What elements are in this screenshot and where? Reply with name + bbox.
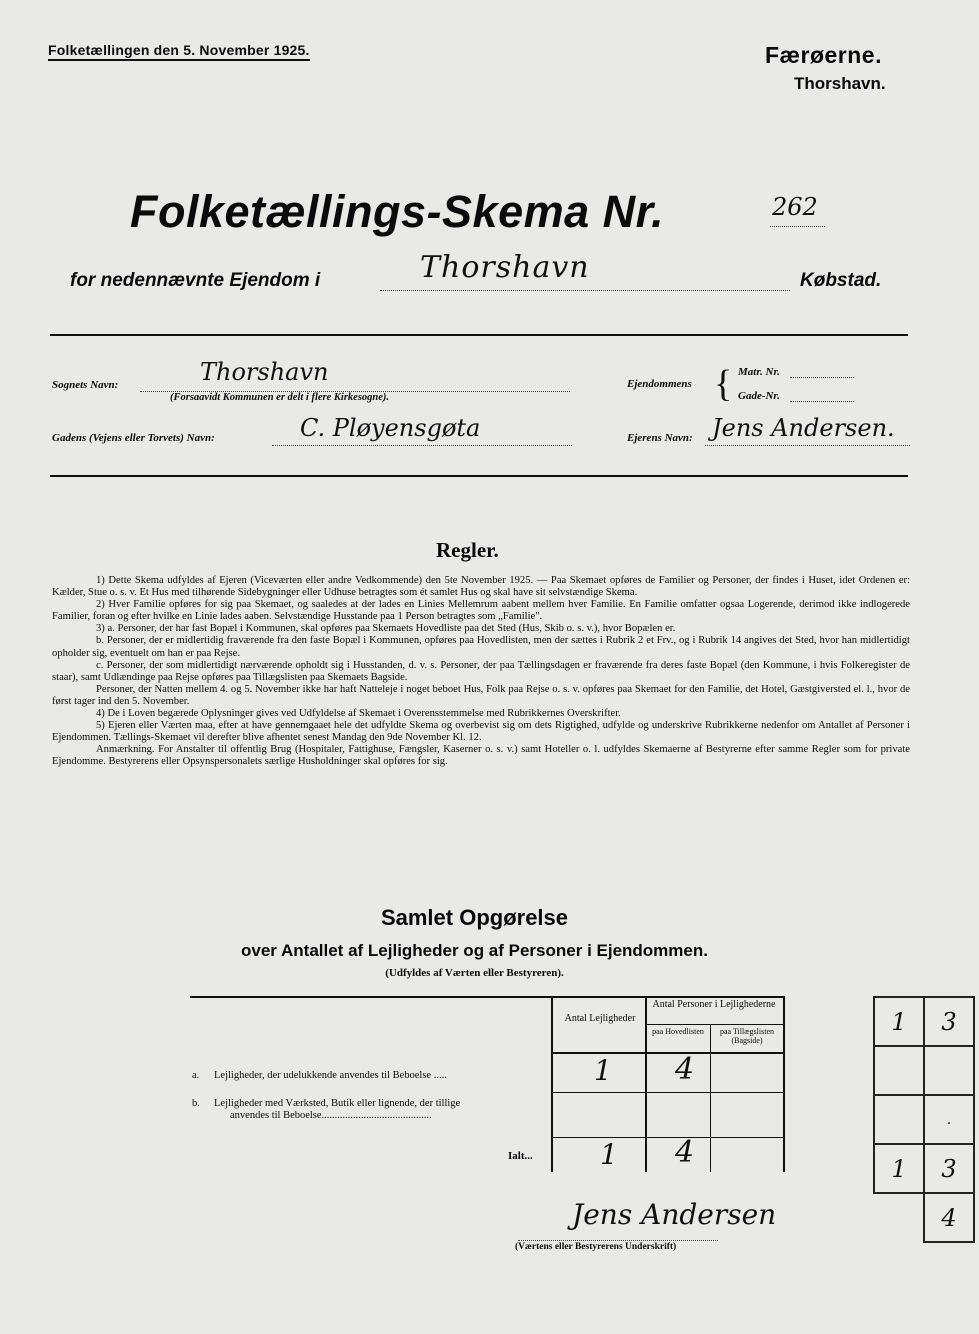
signature-dotted-line [518, 1240, 718, 1241]
row-b-text-2: anvendes til Beboelse.......................................... [230, 1110, 432, 1121]
sogn-note: (Forsaavidt Kommunen er delt i flere Kirkesogne). [170, 392, 390, 403]
divider-top [50, 334, 908, 336]
rules-heading: Regler. [436, 538, 499, 562]
ejer-dotted-line [705, 445, 910, 446]
rule-1: 1) Dette Skema udfyldes af Ejeren (Viceværten eller andre Vedkommende) den 5te November 1925. — Paa Skemaet opføres de Familier og Personer, der findes i Huset, idet Ordenen er: Kælder, Stue o. s. v. Et Hus med tilhørende Sidebygninger eller Udhuse betragtes som ét samlet Hus og skal have sit selvstændige Skema. [52, 575, 910, 599]
matr-dotted-line [790, 377, 854, 378]
side-row [874, 1144, 974, 1193]
summary-subtitle: over Antallet af Lejligheder og af Personer i Ejendommen. [241, 941, 708, 960]
ejer-value-handwritten: Jens Andersen. [712, 414, 895, 442]
row-a-label: a. [192, 1070, 200, 1081]
side-cell: . [924, 1095, 974, 1144]
col-personer-header: Antal Personer i Lejlighederne [652, 999, 776, 1010]
side-cell [924, 1046, 974, 1095]
summary-head-rule [551, 1052, 783, 1054]
col-tillaeg-header: paa Tillægslisten (Bagside) [719, 1027, 774, 1045]
gade-nr-dotted-line [790, 401, 854, 402]
row-a-text: Lejligheder, der udelukkende anvendes til Beboelse ..... [214, 1070, 447, 1081]
summary-col-sep-4 [783, 996, 785, 1172]
side-cell [874, 1193, 924, 1242]
side-cell: 1 [874, 997, 924, 1046]
sogn-value-handwritten: Thorshavn [200, 358, 329, 386]
ialt-antal: 1 [600, 1138, 618, 1171]
rule-3d: Personer, der Natten mellem 4. og 5. November ikke har haft Natteleje i noget beboet Hus, Folk paa Rejse o. s. v. opføres paa Skemaet for den Familie, det Hotel, Gæstgiversted el. l., hvor de først tager ind den 5. November. [52, 683, 910, 707]
summary-col-sep-1 [551, 996, 553, 1172]
rules-text [52, 575, 910, 769]
summary-row-rule-2 [551, 1137, 783, 1138]
summary-col-sep-2 [645, 996, 647, 1172]
signature-handwritten: Jens Andersen [572, 1198, 777, 1231]
property-dotted-line [380, 290, 790, 291]
summary-subhead-rule [645, 1024, 783, 1025]
side-cell [874, 1046, 924, 1095]
sogn-label: Sognets Navn: [52, 379, 119, 391]
side-cell: 1 [874, 1144, 924, 1193]
side-cell: 3 [924, 997, 974, 1046]
row-b-label: b. [192, 1098, 200, 1109]
row-a-antal: 1 [594, 1054, 612, 1087]
census-date: Folketællingen den 5. November 1925. [48, 42, 310, 61]
form-number-handwritten: 262 [772, 193, 818, 221]
summary-top-rule [190, 996, 785, 998]
ialt-label: Ialt... [508, 1150, 533, 1162]
row-b-text-1: Lejligheder med Værksted, Butik eller lignende, der tillige [214, 1098, 461, 1109]
gade-nr-label: Gade-Nr. [738, 390, 780, 402]
signature-caption: (Værtens eller Bestyrerens Underskrift) [515, 1242, 677, 1252]
town-name: Thorshavn. [794, 74, 886, 93]
rule-3a: 3) a. Personer, der har fast Bopæl i Kommunen, skal opføres paa Skemaets Hovedliste paa det Sted (Hus, Skib o. s. v.), hvor Bopælen er. [96, 623, 676, 635]
summary-col-sep-3 [710, 1024, 711, 1172]
matr-label: Matr. Nr. [738, 366, 780, 378]
property-label: for nedennævnte Ejendom i [70, 270, 321, 291]
side-row [874, 1095, 974, 1144]
row-a-hoved: 4 [675, 1052, 695, 1087]
rule-4: 4) De i Loven begærede Oplysninger gives ved Udfyldelse af Skemaet i Overensstemmelse med Rubrikkernes Overskrifter. [96, 708, 621, 720]
rule-3b: b. Personer, der er midlertidig fraværende fra den faste Bopæl i Kommunen, opføres paa Hovedlisten, men der sættes i Rubrik 2 et Frv., og i Rubrik 14 angives det Sted, hvor han midlertidigt opholder sig, eventuelt om han er paa Rejse. [52, 635, 910, 659]
side-row [874, 1193, 974, 1242]
gade-label: Gadens (Vejens eller Torvets) Navn: [52, 432, 215, 444]
rule-2: 2) Hver Familie opføres for sig paa Skemaet, og saaledes at der lades en Linies Mellemrum aabent mellem hver Familie. En Familie omfatter ogsaa Logerende, derimod ikke indlogerede Familier, foran og efter hvilke en Linie lades aaben. Selvstændige Husstande paa 1 Person betragtes som „Familie". [52, 599, 910, 623]
side-tally-table [873, 996, 975, 1243]
col-hoved-header: paa Hovedlisten [652, 1027, 704, 1036]
rule-3c: c. Personer, der som midlertidigt nærværende opholdt sig i Husstanden, d. v. s. Personer, der paa Tællingsdagen er fraværende fra deres faste Bopæl (den Kommune, i hvis Folkeregister de staar), samt Udlændinge paa Rejse opføres paa Tillægslisten paa Skemaets Bagside. [52, 659, 910, 683]
side-cell: 3 [924, 1144, 974, 1193]
ejendom-label: Ejendommens [627, 378, 692, 390]
kobstad-label: Købstad. [800, 270, 882, 291]
ejer-label: Ejerens Navn: [627, 432, 693, 444]
summary-title: Samlet Opgørelse [380, 905, 569, 930]
rule-5: 5) Ejeren eller Værten maa, efter at have gennemgaaet hele det udfyldte Skema og overbevist sig om dets Rigtighed, udfylde og underskrive Rubrikkerne nedenfor om Antallet af Personer i Ejendommen. Tællings-Skemaet vil derefter blive afhentet senest Mandag den 9de November Kl. 12. [52, 720, 910, 744]
form-title: Folketællings-Skema Nr. [130, 186, 665, 237]
col-antal-header: Antal Lejligheder [564, 1013, 636, 1024]
property-handwritten: Thorshavn [420, 250, 590, 285]
ialt-hoved: 4 [675, 1135, 695, 1170]
summary-note: (Udfyldes af Værten eller Bestyreren). [385, 967, 564, 979]
ejendom-brace: { [714, 363, 733, 405]
gade-dotted-line [272, 445, 572, 446]
summary-row-rule-1 [551, 1092, 783, 1093]
side-cell [874, 1095, 924, 1144]
gade-value-handwritten: C. Pløyensgøta [300, 414, 481, 442]
region-title: Færøerne. [765, 42, 882, 68]
divider-bottom [50, 475, 908, 477]
rule-note: Anmærkning. For Anstalter til offentlig Brug (Hospitaler, Fattighuse, Fængsler, Kaserner o. s. v.) samt Hoteller o. l. udfyldes Skemaerne af Bestyrerne efter samme Regler som for private Ejendomme. Bestyrerens eller Opsynspersonalets særlige Husholdninger skal opføres for sig. [52, 744, 910, 768]
side-row [874, 997, 974, 1046]
side-row [874, 1046, 974, 1095]
form-number-line [770, 226, 825, 227]
side-cell: 4 [924, 1193, 974, 1242]
